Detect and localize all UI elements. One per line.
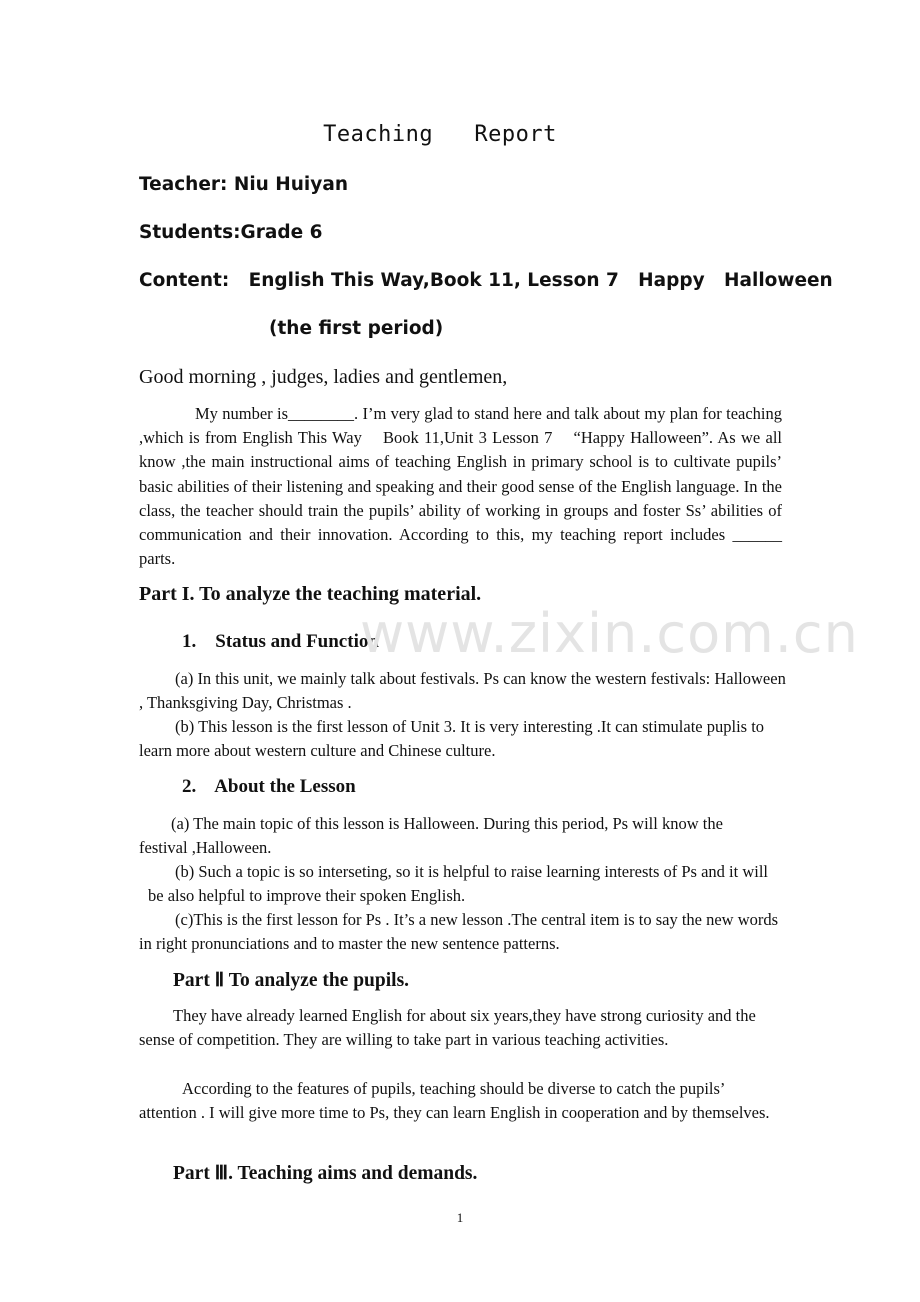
watermark: www.zixin.com.cn [360,602,859,665]
intro-text: My number is________. I’m very glad to stand here and talk about my plan for teaching ,which is from English This Way Book 11,Unit 3 Lesson 7 “Happy Halloween”. As we all know ,the main instructional aims of teaching English in primary school is to cultivate pupils’ basic abilities of their listening and speaking and their good sense of the English language. In the class, the teacher should train the pupils’ ability of working in groups and foster Ss’ abilities of communication and their innovation. According to this, my teaching report includes ______ parts. [139,404,787,569]
students-line: Students:Grade 6 [139,222,323,243]
content-period: (the first period) [269,318,444,339]
section-2-c: (c)This is the first lesson for Ps . It’s a new lesson .The central item is to say the new words in right pronunciations and to master the new sentence patterns. [139,910,779,954]
intro-paragraph [139,402,787,571]
greeting: Good morning , judges, ladies and gentlemen, [139,366,508,388]
section-2-a: (a) The main topic of this lesson is Halloween. During this period, Ps will know the festival ,Halloween. [139,814,723,858]
page-title: Teaching Report [323,122,557,147]
section-2-heading: 2. About the Lesson [182,776,356,797]
section-2-b: (b) Such a topic is so interseting, so it is helpful to raise learning interests of Ps and it will be also helpful to improve their spoken English. [148,862,768,906]
content-line: Content: English This Way,Book 11, Lesson 7 Happy Halloween [139,270,833,291]
section-1-b: (b) This lesson is the first lesson of Unit 3. It is very interesting .It can stimulate puplis to learn more about western culture and Chinese culture. [139,717,765,761]
part-2-heading: Part Ⅱ To analyze the pupils. [173,970,410,991]
section-1-heading: 1. Status and Function [182,631,379,652]
teacher-line: Teacher: Niu Huiyan [139,174,348,195]
part-1-heading: Part I. To analyze the teaching material. [139,583,482,605]
page-number: 1 [456,1210,464,1225]
part-2-paragraph-2: According to the features of pupils, teaching should be diverse to catch the pupils’ attention . I will give more time to Ps, they can learn English in cooperation and by themselves. [139,1079,770,1123]
part-2-paragraph-1: They have already learned English for about six years,they have strong curiosity and the sense of competition. They are willing to take part in various teaching activities. [139,1006,756,1050]
section-1-a: (a) In this unit, we mainly talk about festivals. Ps can know the western festivals: Halloween , Thanksgiving Day, Christmas . [139,669,786,713]
part-3-heading: Part Ⅲ. Teaching aims and demands. [173,1163,478,1184]
